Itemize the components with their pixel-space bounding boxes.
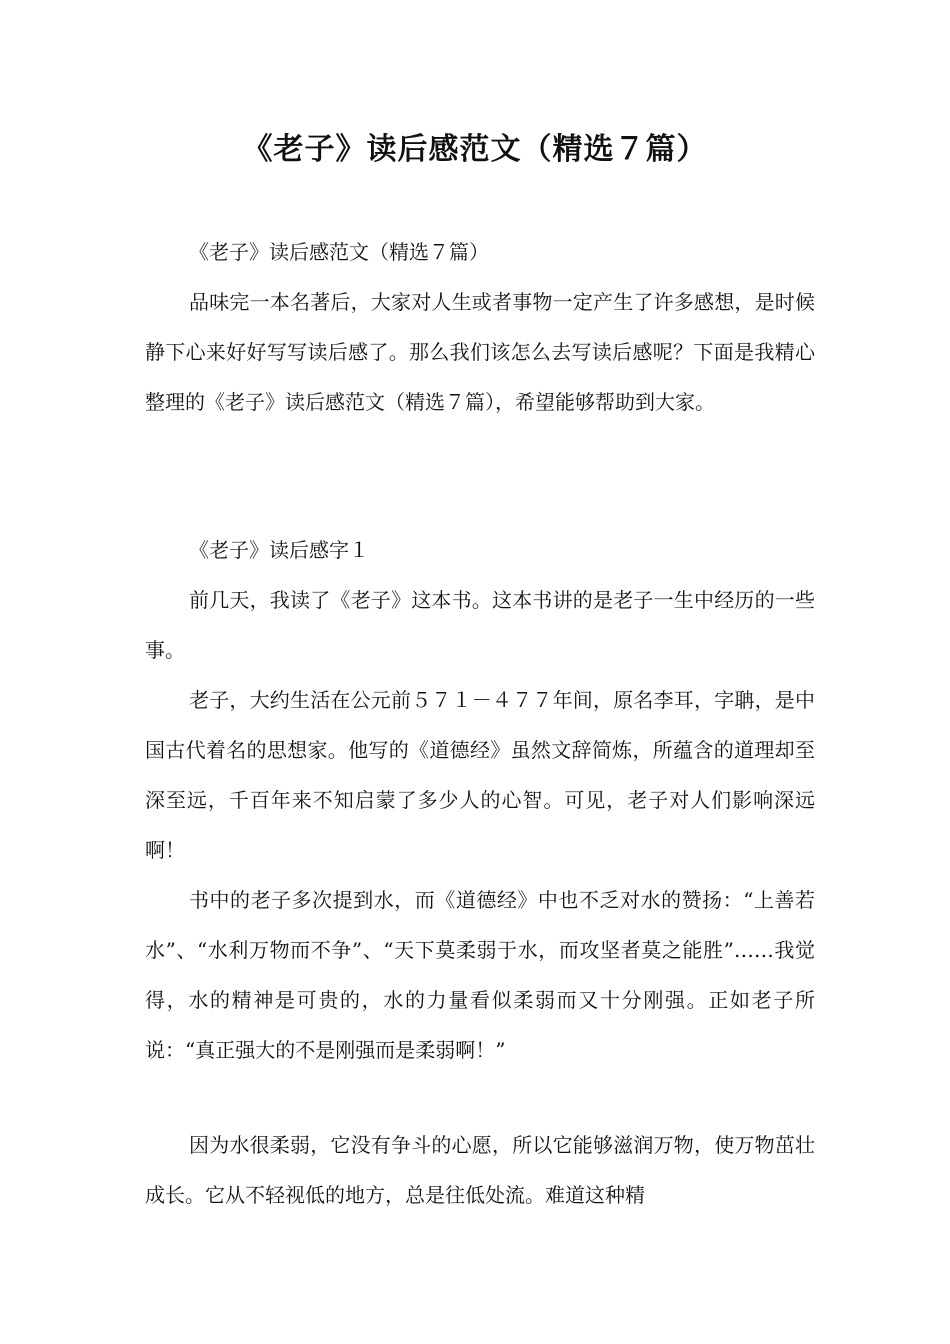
paragraph-1: 前几天，我读了《老子》这本书。这本书讲的是老子一生中经历的一些事。 [145, 588, 815, 662]
document-subtitle: 《老子》读后感范文（精选７篇） [189, 240, 489, 264]
section-heading: 《老子》读后感字１ [189, 538, 369, 562]
document-title: 《老子》读后感范文（精选７篇） [242, 132, 708, 167]
paragraph-2: 老子，大约生活在公元前５７１－４７７年间，原名李耳，字聃，是中国古代着名的思想家。他写的《道德经》虽然文辞简炼，所蕴含的道理却至深至远，千百年来不知启蒙了多少人的心智。可见，老子对人们影响深远啊！ [145, 688, 815, 862]
intro-paragraph: 品味完一本名著后，大家对人生或者事物一定产生了许多感想，是时候静下心来好好写写读后感了。那么我们该怎么去写读后感呢？下面是我精心整理的《老子》读后感范文（精选７篇），希望能够帮助到大家。 [145, 290, 815, 414]
paragraph-4: 因为水很柔弱，它没有争斗的心愿，所以它能够滋润万物，使万物茁壮成长。它从不轻视低的地方，总是往低处流。难道这种精 [145, 1133, 815, 1207]
paragraph-3: 书中的老子多次提到水，而《道德经》中也不乏对水的赞扬：“上善若水”、“水利万物而不争”、“天下莫柔弱于水，而攻坚者莫之能胜”……我觉得，水的精神是可贵的，水的力量看似柔弱而又十分刚强。正如老子所说：“真正强大的不是刚强而是柔弱啊！” [145, 888, 815, 1062]
